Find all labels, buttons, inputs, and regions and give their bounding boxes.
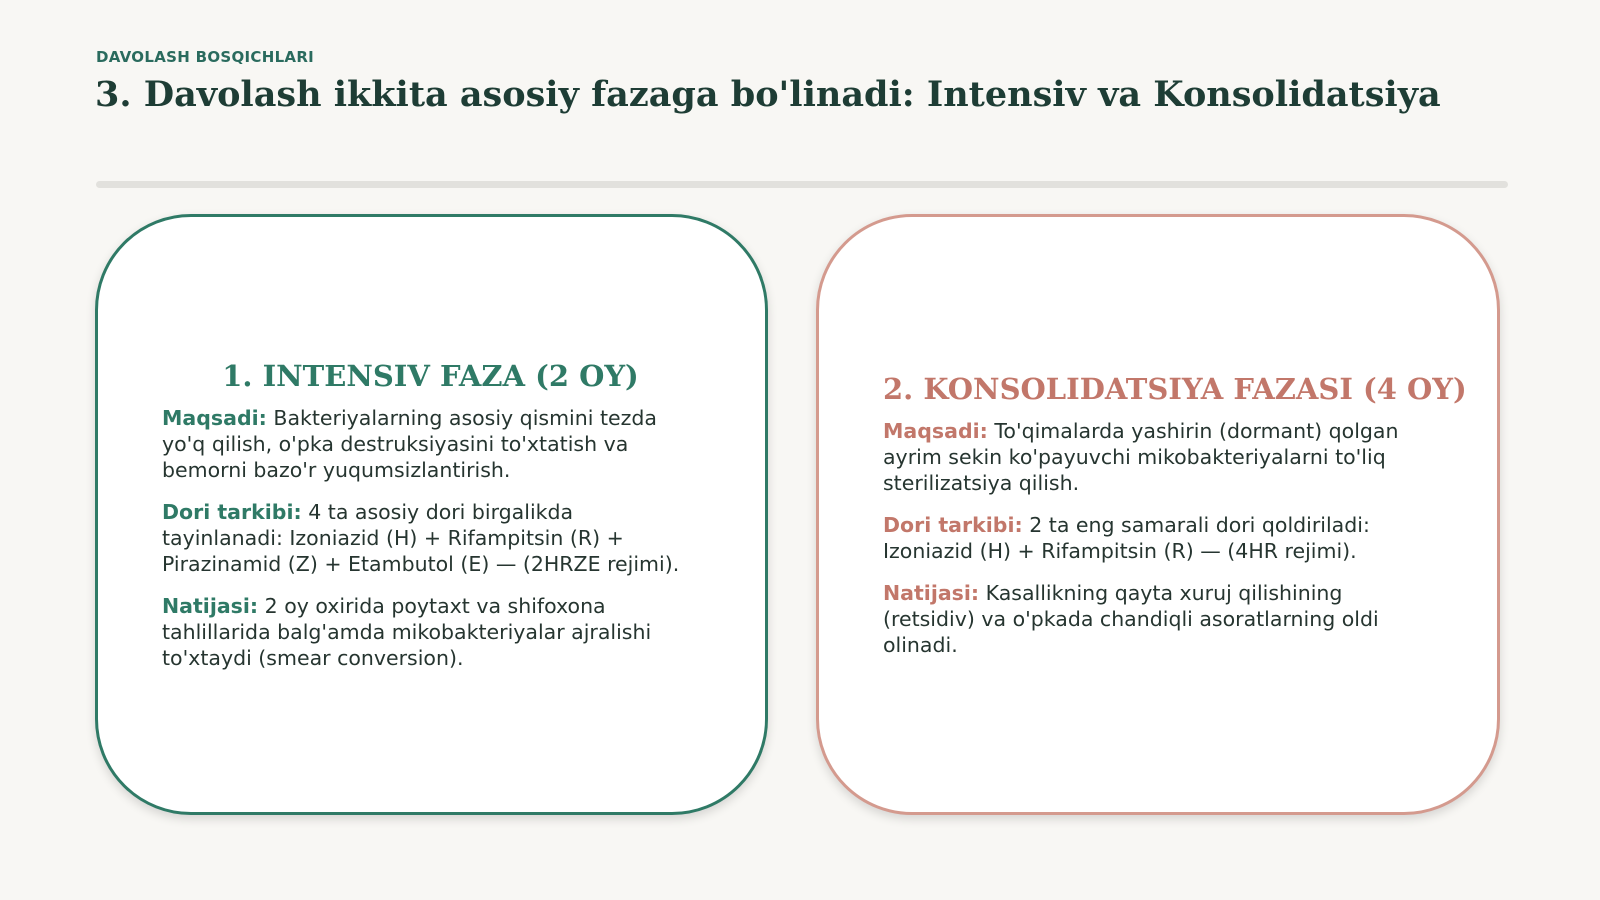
intensive-goal-label: Maqsadi: xyxy=(162,405,267,430)
intensive-drugs-label: Dori tarkibi: xyxy=(162,499,302,524)
intensive-result-label: Natijasi: xyxy=(162,593,259,618)
intensive-goal-text: Bakteriyalarning asosiy qismini tezda yo'q qilish, o'pka destruksiyasini to'xtatish va bemorni bazo'r yuqumsizlantirish. xyxy=(162,405,657,482)
consolidation-goal-text: To'qimalarda yashirin (dormant) qolgan ayrim sekin ko'payuvchi mikobakteriyalarni to'liq sterilizatsiya qilish. xyxy=(883,418,1399,495)
consolidation-result-paragraph xyxy=(883,580,1431,658)
consolidation-drugs-text: 2 ta eng samarali dori qoldiriladi: Izoniazid (H) + Rifampitsin (R) — (4HR rejimi). xyxy=(883,512,1370,563)
consolidation-goal-label: Maqsadi: xyxy=(883,418,988,443)
intensive-drugs-text: 4 ta asosiy dori birgalikda tayinlanadi: Izoniazid (H) + Rifampitsin (R) + Pirazinamid (Z) + Etambutol (E) — (2HRZE rejimi). xyxy=(162,499,680,576)
intensive-drugs-paragraph xyxy=(162,499,699,577)
intensive-result-paragraph xyxy=(162,593,699,671)
intensive-goal-paragraph xyxy=(162,405,699,483)
consolidation-drugs-label: Dori tarkibi: xyxy=(883,512,1023,537)
section-eyebrow: DAVOLASH BOSQICHLARI xyxy=(96,48,315,66)
header-divider xyxy=(96,181,1508,188)
intensive-result-text: 2 oy oxirida poytaxt va shifoxona tahlillarida balg'amda mikobakteriyalar ajralishi to'xtaydi (smear conversion). xyxy=(162,593,652,670)
consolidation-drugs-paragraph xyxy=(883,512,1431,564)
consolidation-result-text: Kasallikning qayta xuruj qilishining (retsidiv) va o'pkada chandiqli asoratlarning oldi olinadi. xyxy=(883,580,1379,657)
consolidation-goal-paragraph xyxy=(883,418,1431,496)
intensive-phase-heading: 1. INTENSIV FAZA (2 OY) xyxy=(222,358,639,393)
consolidation-phase-heading: 2. KONSOLIDATSIYA FAZASI (4 OY) xyxy=(883,371,1467,406)
slide-title: 3. Davolash ikkita asosiy fazaga bo'linadi: Intensiv va Konsolidatsiya xyxy=(95,74,1441,115)
consolidation-phase-card xyxy=(816,214,1500,815)
intensive-phase-card xyxy=(95,214,768,815)
consolidation-result-label: Natijasi: xyxy=(883,580,980,605)
